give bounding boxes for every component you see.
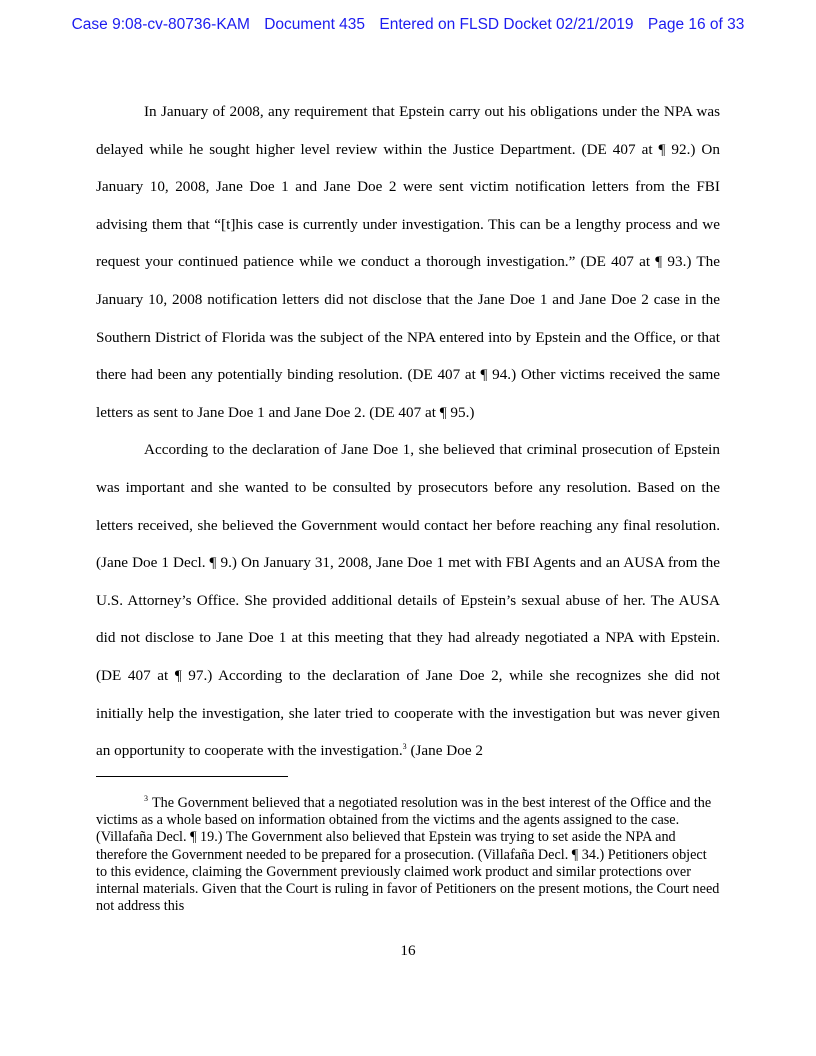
header-entered-date: Entered on FLSD Docket 02/21/2019 — [379, 16, 634, 33]
footnote-text: The Government believed that a negotiated resolution was in the best interest of the Office and the victims as a whole based on information obtained from the victims and the agents assigned to the case. (Villafaña Decl. ¶ 19.) The Government also believed that Epstein was trying to set aside the NPA and therefore the Government needed to be prepared for a prosecution. (Villafaña Decl. ¶ 34.) Petitioners object to this evidence, claiming the Government previously claimed work product and similar protections over internal materials. Given that the Court is ruling in favor of Petitioners on the present motions, the Court need not address this — [96, 795, 720, 915]
docket-header — [0, 16, 816, 34]
footnote-3 — [96, 795, 720, 915]
footnote-number: 3 — [144, 794, 148, 804]
paragraph-2-text: According to the declaration of Jane Doe 1, she believed that criminal prosecution of Epstein was important and she wanted to be consulted by prosecutors before any resolution. Based on the letters received, she believed the Government would contact her before reaching any final resolution. (Jane Doe 1 Decl. ¶ 9.) On January 31, 2008, Jane Doe 1 met with FBI Agents and an AUSA from the U.S. Attorney’s Office. She provided additional details of Epstein’s sexual abuse of her. The AUSA did not disclose to Jane Doe 1 at this meeting that they had already negotiated a NPA with Epstein. (DE 407 at ¶ 97.) According to the declaration of Jane Doe 2, while she recognizes she did not initially help the investigation, she later tried to cooperate with the investigation but was never given an opportunity to cooperate with the investigation. — [96, 441, 720, 760]
document-body — [96, 93, 720, 770]
header-page-count: Page 16 of 33 — [647, 16, 745, 33]
footnote-separator — [96, 776, 288, 777]
header-document-number: Document 435 — [264, 16, 366, 33]
footnote-reference: 3 — [402, 742, 407, 752]
paragraph-2-tail: (Jane Doe 2 — [406, 742, 483, 760]
paragraph-2 — [96, 431, 720, 769]
paragraph-1: In January of 2008, any requirement that Epstein carry out his obligations under the NPA was delayed while he sought higher level review within the Justice Department. (DE 407 at ¶ 92.) On January 10, 2008, Jane Doe 1 and Jane Doe 2 were sent victim notification letters from the FBI advising them that “[t]his case is currently under investigation. This can be a lengthy process and we request your continued patience while we conduct a thorough investigation.” (DE 407 at ¶ 93.) The January 10, 2008 notification letters did not disclose that the Jane Doe 1 and Jane Doe 2 case in the Southern District of Florida was the subject of the NPA entered into by Epstein and the Office, or that there had been any potentially binding resolution. (DE 407 at ¶ 94.) Other victims received the same letters as sent to Jane Doe 1 and Jane Doe 2. (DE 407 at ¶ 95.) — [96, 103, 720, 421]
page-number: 16 — [400, 942, 416, 959]
header-case-number: Case 9:08-cv-80736-KAM — [71, 16, 250, 33]
